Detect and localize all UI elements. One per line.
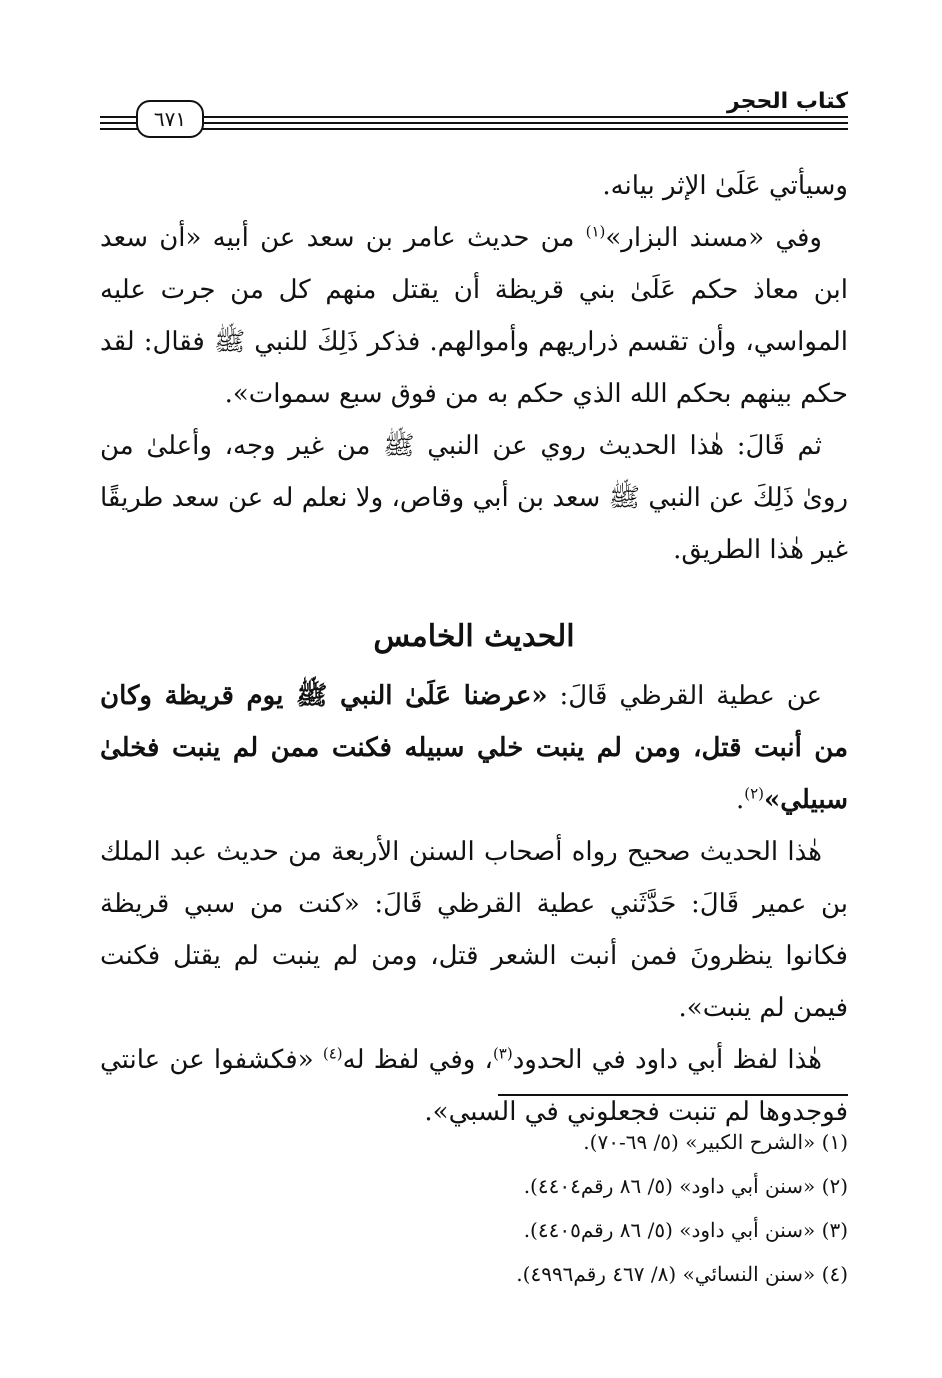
hadith-text: «عرضنا عَلَىٰ النبي ﷺ يوم قريظة وكان من أنبت قتل، ومن لم ينبت خلي سبيله فكنت ممن لم ينبت فخلىٰ سبيلي» bbox=[100, 681, 848, 815]
footnote-ref: (٤) bbox=[322, 1044, 343, 1063]
footnote: (١) «الشرح الكبير» (٥/ ٦٩-٧٠). bbox=[583, 1130, 848, 1154]
text-run: . bbox=[735, 785, 745, 815]
footnote-ref: (١) bbox=[585, 222, 606, 241]
paragraph: هٰذا الحديث صحيح رواه أصحاب السنن الأربعة من حديث عبد الملك بن عمير قَالَ: حَدَّثَني عطية القرظي قَالَ: «كنت من سبي قريظة فكانوا ينظرونَ فمن أنبت الشعر قتل، ومن لم ينبت لم يقتل فكنت فيمن لم ينبت». bbox=[100, 837, 848, 1023]
book-page bbox=[100, 90, 848, 1320]
header-rule bbox=[100, 122, 848, 124]
paragraph bbox=[100, 212, 848, 420]
text-run: عن عطية القرظي قَالَ: bbox=[547, 681, 823, 711]
footnote: (٤) «سنن النسائي» (٨/ ٤٦٧ رقم٤٩٩٦). bbox=[516, 1262, 848, 1286]
text-run: «فكشفوا عن عانتي فوجدوها لم تنبت فجعلوني في السبي». bbox=[100, 1045, 848, 1127]
section-title: الحديث الخامس bbox=[373, 619, 575, 654]
footnotes bbox=[100, 1120, 848, 1296]
book-title: كتاب الحجر bbox=[719, 90, 848, 114]
footnote-separator bbox=[498, 1094, 848, 1096]
header-rule bbox=[100, 128, 848, 130]
text-run: من حديث عامر بن سعد عن أبيه «أن سعد ابن معاذ حكم عَلَىٰ بني قريظة أن يقتل منهم كل من جرت عليه المواسي، وأن تقسم ذراريهم وأموالهم. فذكر ذَلِكَ للنبي ﷺ فقال: لقد حكم بينهم بحكم الله الذي حكم به من فوق سبع سموات». bbox=[100, 223, 848, 409]
paragraph: ثم قَالَ: هٰذا الحديث روي عن النبي ﷺ من غير وجه، وأعلىٰ من روىٰ ذَلِكَ عن النبي ﷺ سعد بن أبي وقاص، ولا نعلم له عن سعد طريقًا غير هٰذا الطريق. bbox=[100, 431, 848, 565]
page-header bbox=[100, 90, 848, 140]
footnote-ref: (٢) bbox=[744, 784, 764, 803]
text-run: هٰذا لفظ أبي داود في الحدود bbox=[512, 1045, 822, 1075]
page-number: ٦٧١ bbox=[136, 100, 204, 138]
footnote: (٣) «سنن أبي داود» (٥/ ٨٦ رقم٤٤٠٥). bbox=[523, 1218, 848, 1242]
footnote: (٢) «سنن أبي داود» (٥/ ٨٦ رقم٤٤٠٤). bbox=[523, 1174, 848, 1198]
page-body bbox=[100, 160, 848, 1138]
text-run: ، وفي لفظ له bbox=[342, 1045, 493, 1075]
paragraph bbox=[100, 670, 848, 826]
header-rule bbox=[100, 116, 848, 118]
text-run: وفي «مسند البزار» bbox=[605, 223, 822, 253]
footnote-ref: (٣) bbox=[492, 1044, 513, 1063]
paragraph: وسيأتي عَلَىٰ الإثر بيانه. bbox=[602, 171, 848, 201]
